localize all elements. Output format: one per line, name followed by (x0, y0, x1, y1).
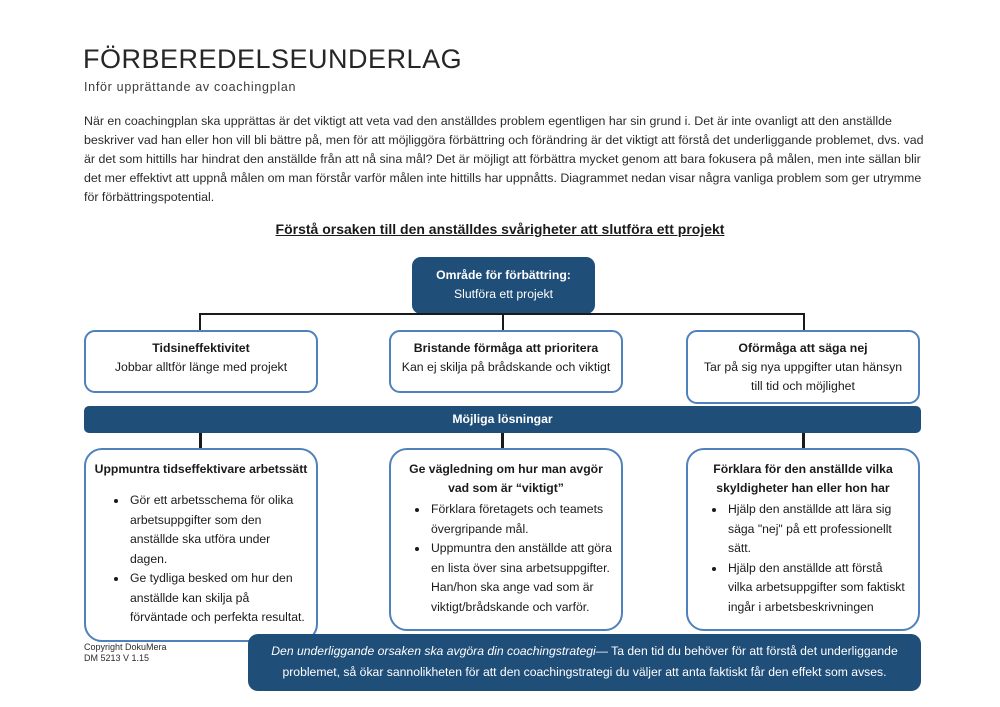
solution-title: Uppmuntra tidseffektivare arbetssätt (94, 462, 308, 476)
bullet-item: • Uppmuntra den anställde att göra en lista över sina arbetsuppgifter. Han/hon ska ange vad som är viktigt/brådskande och varför. (429, 539, 613, 617)
connector-stub (501, 433, 504, 448)
copyright-line2: DM 5213 V 1.15 (84, 653, 150, 663)
problem-box-saga-nej (686, 330, 920, 404)
footer-note-regular: Ta den tid du behöver för att förstå det underliggande problemet, så ökar sannolikheten för att den coachingstrategi du väljer att anta faktiskt får den effekt som avses. (282, 644, 898, 679)
connector-stub (803, 313, 805, 331)
intro-paragraph: När en coachingplan ska upprättas är det viktigt att veta vad den anställdes problem egentligen har sin grund i. Det är inte ovanligt att den anställde beskriver vad han eller hon vill bli bättre på, men för att möjliggöra förbättring och förändring är det viktigt att förstå det underliggande problemet, dvs. vad är det som hittills har hindrat den anställde från att nå sina mål? Det är möjligt att förbättra mycket genom att bara fokusera på målen, men inte sällan blir det mer effektivt att uppnå målen om man förstår varför målen inte hittills har uppnåtts. Diagrammet nedan visar några vanliga problem som ger utrymme för förbättringspotential. (84, 114, 924, 204)
problem-description: Jobbar alltför länge med projekt (114, 360, 288, 374)
bullet-list (94, 491, 308, 628)
bullet-item: • Hjälp den anställde att förstå vilka arbetsuppgifter som faktiskt ingår i arbetsbeskrivningen (726, 559, 910, 618)
problem-title: Tidsineffektivitet (152, 341, 250, 355)
problem-description: Kan ej skilja på brådskande och viktigt (401, 360, 611, 374)
problem-title: Oförmåga att säga nej (738, 341, 868, 355)
problem-title: Bristande förmåga att prioritera (413, 341, 599, 355)
page-subtitle: Inför upprättande av coachingplan (84, 80, 297, 94)
solution-box-arbetssatt (84, 448, 318, 642)
root-box-title: Område för förbättring: (436, 268, 571, 282)
connector-stub (199, 433, 202, 448)
problem-box-tidsineffektivitet (84, 330, 318, 393)
solution-title: Förklara för den anställde vilka skyldigheter han eller hon har (713, 462, 893, 495)
root-box (412, 257, 595, 314)
bullet-item: • Förklara företagets och teamets övergripande mål. (429, 500, 613, 539)
bullet-item: • Hjälp den anställde att lära sig säga "nej" på ett professionellt sätt. (726, 500, 910, 559)
bullet-list (399, 500, 613, 617)
problem-box-prioritera (389, 330, 623, 393)
solutions-bar: Möjliga lösningar (84, 406, 921, 433)
solution-title: Ge vägledning om hur man avgör vad som är “viktigt” (409, 462, 603, 495)
bullet-item: • Ge tydliga besked om hur den anställde kan skilja på förväntade och perfekta resultat. (128, 569, 308, 628)
footer-note-italic: Den underliggande orsaken ska avgöra din coachingstrategi— (271, 644, 608, 658)
bullet-item: • Gör ett arbetsschema för olika arbetsuppgifter som den anställde ska utföra under dagen. (128, 491, 308, 569)
page-title: FÖRBEREDELSEUNDERLAG (83, 44, 463, 74)
footer-note-box (248, 634, 921, 691)
root-box-subtitle: Slutföra ett projekt (454, 287, 553, 301)
diagram-heading: Förstå orsaken till den anställdes svårigheter att slutföra ett projekt (275, 221, 725, 237)
connector-stub (502, 313, 504, 331)
copyright (84, 642, 167, 664)
copyright-line1: Copyright DokuMera (84, 642, 167, 652)
connector-stub (199, 313, 201, 331)
problem-description: Tar på sig nya uppgifter utan hänsyn till tid och möjlighet (703, 360, 903, 393)
bullet-list (696, 500, 910, 617)
connector-stub (802, 433, 805, 448)
solution-box-vagledning (389, 448, 623, 631)
solution-box-skyldigheter (686, 448, 920, 631)
